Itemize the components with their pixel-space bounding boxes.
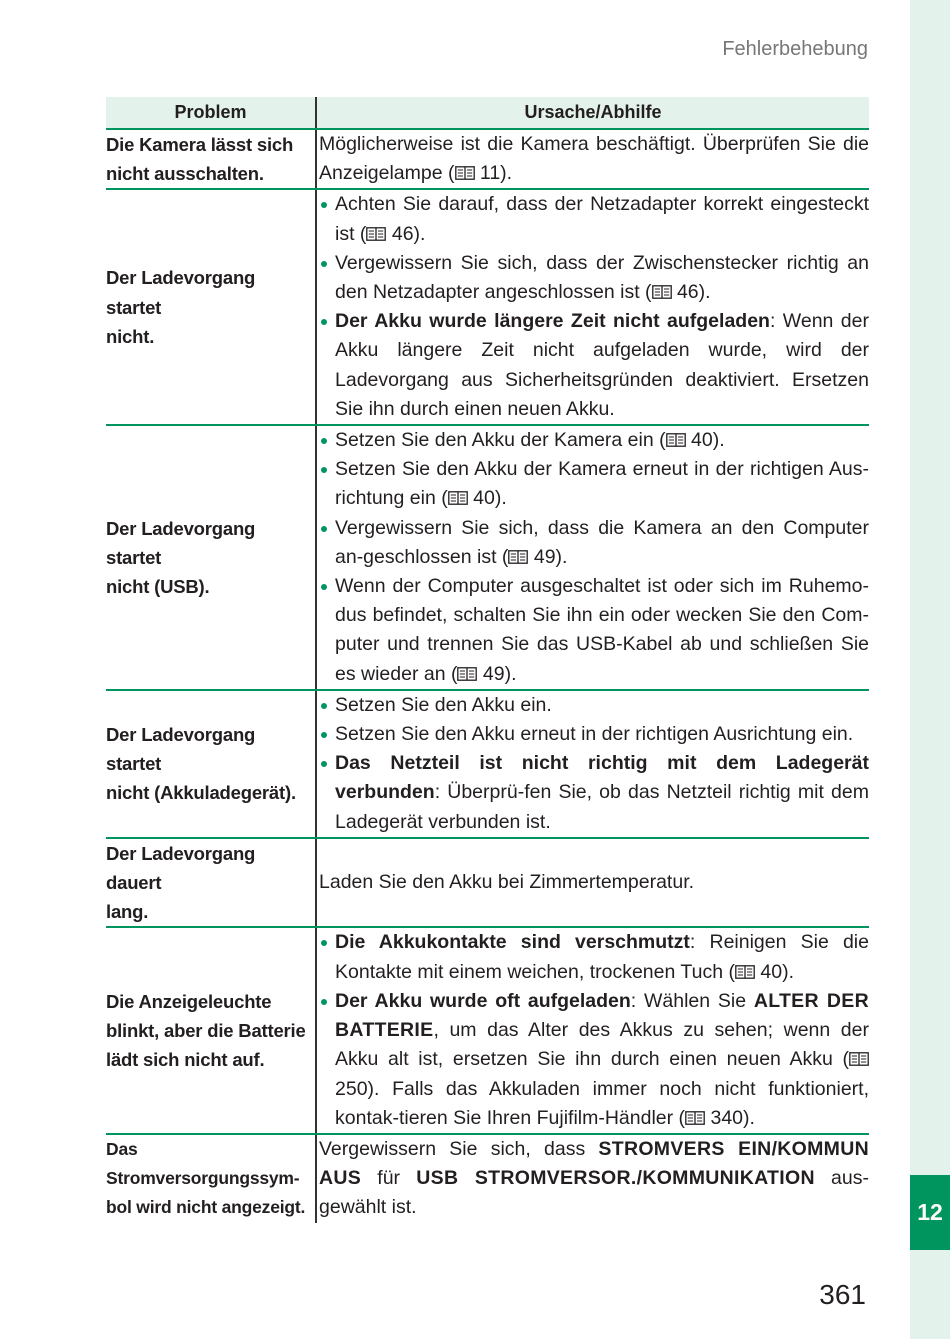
section-title: Fehlerbehebung — [722, 38, 868, 60]
list-item: Das Netzteil ist nicht richtig mit dem Ladegerät verbunden: Überprü-fen Sie, ob das Netzteil richtig mit dem Ladegerät verbunden ist. — [319, 749, 869, 837]
table-header-row — [106, 97, 869, 129]
solution-cell — [316, 927, 869, 1133]
book-icon — [666, 433, 686, 447]
list-item: Der Akku wurde oft aufgeladen: Wählen Sie ALTER DER BATTERIE, um das Alter des Akkus zu sehen; wenn der Akku alt ist, ersetzen Sie ihn durch einen neuen Akku ( 250). Falls das Akkuladen immer noch nicht funktioniert, kontak-tieren Sie Ihren Fujifilm-Händler ( 340). — [319, 987, 869, 1133]
bullet-icon — [321, 732, 327, 738]
book-icon — [455, 166, 475, 180]
bullet-icon — [321, 703, 327, 709]
list-item: Wenn der Computer ausgeschaltet ist oder sich im Ruhemo-dus befindet, schalten Sie ihn ein oder wecken Sie den Com-puter und trennen Sie das USB-Kabel ab und schließen Sie es wieder an ( 49). — [319, 572, 869, 689]
bullet-icon — [321, 202, 327, 208]
bullet-icon — [321, 319, 327, 325]
problem-cell: Die Kamera lässt sich nicht ausschalten. — [106, 129, 316, 189]
bullet-icon — [321, 940, 327, 946]
bullet-icon — [321, 467, 327, 473]
solution-cell — [316, 189, 869, 425]
bullet-icon — [321, 526, 327, 532]
book-icon — [849, 1052, 869, 1066]
list-item: Vergewissern Sie sich, dass der Zwischenstecker richtig an den Netzadapter angeschlossen ist ( 46). — [319, 249, 869, 307]
page-reference: 46 — [676, 281, 699, 304]
list-item: Vergewissern Sie sich, dass die Kamera an den Computer an-geschlossen ist ( 49). — [319, 514, 869, 572]
problem-cell: Der Ladevorgang dauert lang. — [106, 838, 316, 928]
book-icon — [508, 550, 528, 564]
page-reference: 40 — [473, 487, 495, 510]
list-item: Setzen Sie den Akku der Kamera erneut in der richtigen Aus-richtung ein ( 40). — [319, 455, 869, 513]
bullet-icon — [321, 261, 327, 267]
side-margin-bar — [910, 0, 950, 1339]
page-number: 361 — [819, 1279, 866, 1310]
chapter-tab: 12 — [910, 1175, 950, 1250]
menu-item-name: ALTER DER BATTERIE — [335, 989, 869, 1042]
page-reference: 340 — [710, 1106, 744, 1129]
book-icon — [366, 227, 386, 241]
table-row — [106, 425, 869, 690]
problem-cell: Der Ladevorgang startet nicht (Akkuladegerät). — [106, 690, 316, 838]
page-reference: 40 — [691, 429, 713, 452]
book-icon — [685, 1111, 705, 1125]
page-reference: 46 — [391, 222, 414, 245]
list-item: Setzen Sie den Akku der Kamera ein ( 40). — [319, 426, 869, 455]
table-row — [106, 189, 869, 425]
bullet-icon — [321, 584, 327, 590]
page-reference: 40 — [760, 960, 783, 983]
column-header-solution: Ursache/Abhilfe — [316, 97, 869, 129]
list-item: Achten Sie darauf, dass der Netzadapter korrekt eingesteckt ist ( 46). — [319, 190, 869, 248]
book-icon — [457, 667, 477, 681]
troubleshooting-table — [106, 97, 869, 1223]
page-reference: 49 — [533, 545, 556, 568]
book-icon — [652, 285, 672, 299]
book-icon — [735, 965, 755, 979]
solution-cell — [316, 425, 869, 690]
solution-cell — [316, 690, 869, 838]
list-item: Die Akkukontakte sind verschmutzt: Reinigen Sie die Kontakte mit einem weichen, trockenen Tuch ( 40). — [319, 928, 869, 986]
table-row — [106, 129, 869, 189]
problem-cell: Die Anzeigeleuchte blinkt, aber die Batterie lädt sich nicht auf. — [106, 927, 316, 1133]
list-item: Setzen Sie den Akku erneut in der richtigen Ausrichtung ein. — [319, 720, 869, 749]
column-header-problem: Problem — [106, 97, 316, 129]
page-reference: 49 — [482, 662, 505, 685]
problem-cell: Der Ladevorgang startet nicht (USB). — [106, 425, 316, 690]
solution-cell: Möglicherweise ist die Kamera beschäftigt. Überprüfen Sie die Anzeigelampe ( 11). — [316, 129, 869, 189]
solution-cell: Vergewissern Sie sich, dass STROMVERS EIN/KOMMUN AUS für USB STROMVERSOR./KOMMUNIKATION aus-gewählt ist. — [316, 1134, 869, 1223]
page-reference: 250 — [335, 1077, 368, 1100]
list-item: Setzen Sie den Akku ein. — [319, 691, 869, 720]
menu-setting-name: STROMVERS EIN/KOMMUN AUS — [319, 1137, 869, 1190]
bullet-icon — [321, 761, 327, 767]
list-item: Der Akku wurde längere Zeit nicht aufgeladen: Wenn der Akku längere Zeit nicht aufgeladen wurde, wird der Ladevorgang aus Sicherheitsgründen deaktiviert. Ersetzen Sie ihn durch einen neuen Akku. — [319, 307, 869, 424]
problem-cell: Der Ladevorgang startet nicht. — [106, 189, 316, 425]
menu-item-name: USB STROMVERSOR./KOMMUNIKATION — [416, 1167, 815, 1190]
table-row — [106, 927, 869, 1133]
table-row — [106, 1134, 869, 1223]
page-reference: 11 — [479, 162, 501, 185]
bullet-icon — [321, 438, 327, 444]
table-row — [106, 838, 869, 928]
table-row — [106, 690, 869, 838]
book-icon — [448, 491, 468, 505]
bullet-icon — [321, 999, 327, 1005]
solution-cell: Laden Sie den Akku bei Zimmertemperatur. — [316, 838, 869, 928]
problem-cell: Das Stromversorgungssym- bol wird nicht angezeigt. — [106, 1138, 306, 1218]
